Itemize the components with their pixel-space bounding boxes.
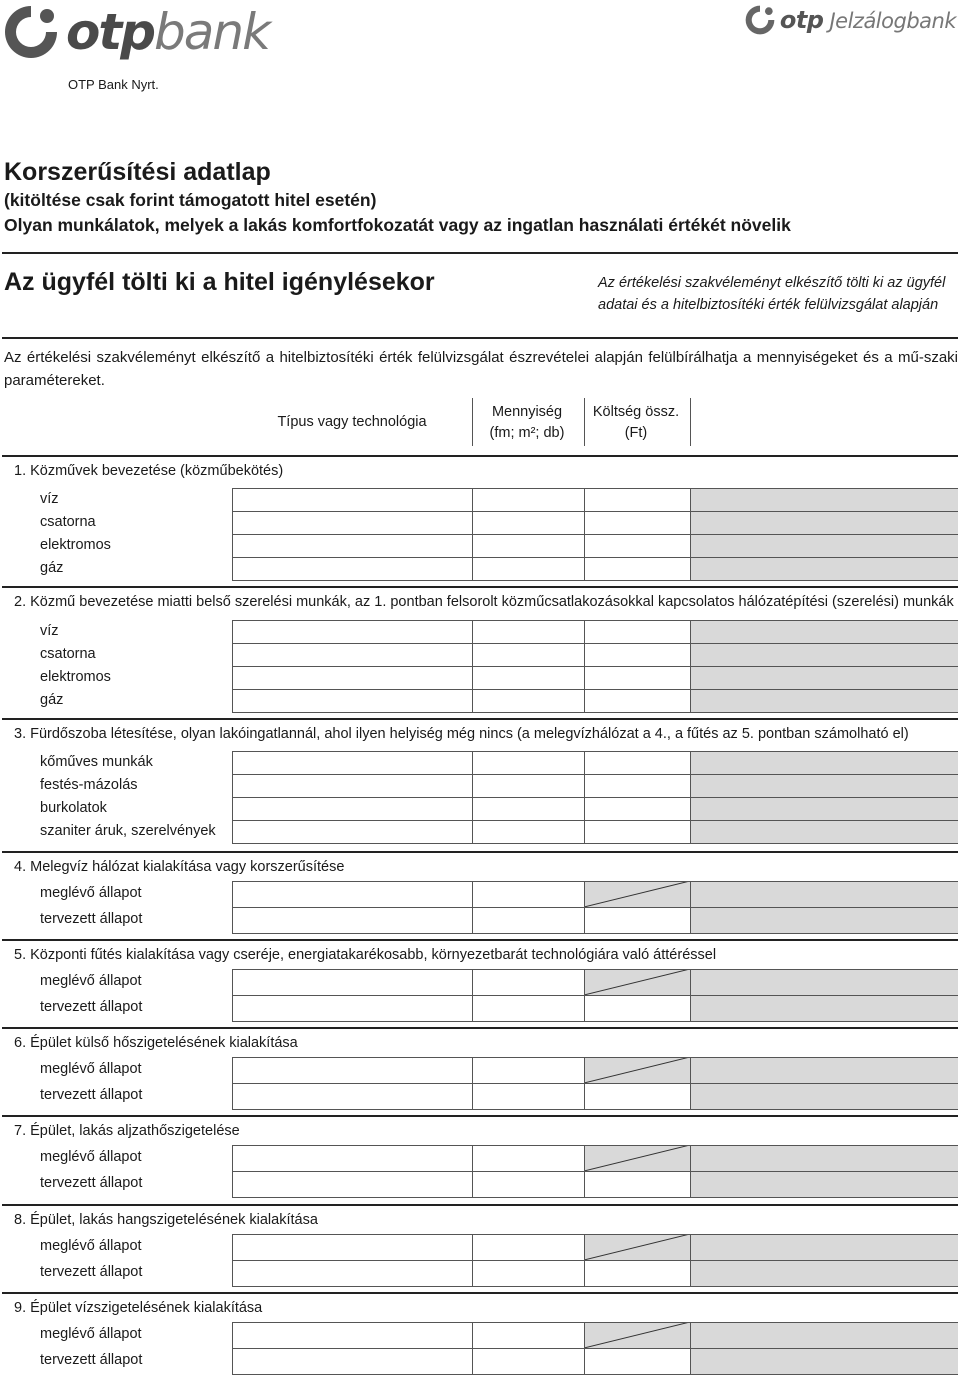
otp-bank-logo	[2, 2, 269, 62]
row-line	[232, 1322, 958, 1323]
row-line	[232, 620, 958, 621]
section-divider	[2, 1115, 958, 1117]
row-line	[232, 1260, 958, 1261]
page-subtitle: (kitöltése csak forint támogatott hitel esetén)	[4, 190, 377, 210]
table-row-label	[40, 1087, 142, 1103]
section-heading-text: 1. Közművek bevezetése (közműbekötés)	[14, 463, 284, 479]
otp-jelzalogbank-logo	[744, 3, 956, 37]
row-line	[232, 488, 958, 489]
cost-input[interactable]	[586, 1262, 686, 1286]
section-heading-text: 5. Központi fűtés kialakítása vagy cseréje, energiatakarékosabb, környezetbarát technológiára való áttéréssel	[14, 947, 717, 963]
cost-input[interactable]	[586, 645, 686, 666]
row-label-text: gáz	[40, 560, 64, 576]
type-input[interactable]	[234, 513, 468, 534]
type-input[interactable]	[234, 536, 468, 557]
cost-input[interactable]	[586, 909, 686, 933]
row-line	[232, 969, 958, 970]
quantity-input[interactable]	[474, 822, 580, 843]
table-row-label	[40, 1352, 142, 1368]
row-line	[232, 511, 958, 512]
quantity-input[interactable]	[474, 490, 580, 511]
page-title: Korszerűsítési adatlap	[4, 158, 271, 186]
section-divider	[2, 586, 958, 588]
company-name: OTP Bank Nyrt.	[68, 77, 159, 92]
row-line	[232, 1234, 958, 1235]
section-divider	[2, 851, 958, 853]
row-line	[232, 843, 958, 844]
row-label-text: elektromos	[40, 669, 111, 685]
cost-input[interactable]	[586, 1085, 686, 1109]
section-heading-text: 3. Fürdőszoba létesítése, olyan lakóingatlannál, ahol ilyen helyiség még nincs (a melegvízhálózat a 4., a fűtés az 5. pontban számolható el)	[14, 726, 909, 742]
row-label-text: meglévő állapot	[40, 1149, 142, 1165]
type-input[interactable]	[234, 1350, 468, 1374]
row-line	[232, 1348, 958, 1349]
row-line	[232, 820, 958, 821]
column-header-cost: Költség össz. (Ft)	[592, 404, 680, 441]
cost-input[interactable]	[586, 536, 686, 557]
cost-input[interactable]	[586, 559, 686, 580]
table-row-label	[40, 1264, 142, 1280]
row-line	[232, 1021, 958, 1022]
type-input[interactable]	[234, 1173, 468, 1197]
diagonal-strike-icon	[584, 1145, 690, 1171]
table-row-label	[40, 669, 111, 685]
section-heading-text: 8. Épület, lakás hangszigetelésének kialakítása	[14, 1212, 318, 1228]
type-input[interactable]	[234, 691, 468, 712]
row-label-text: csatorna	[40, 646, 96, 662]
type-input[interactable]	[234, 1147, 468, 1171]
table-row-label	[40, 692, 63, 708]
quantity-input[interactable]	[474, 513, 580, 534]
row-label-text: meglévő állapot	[40, 1326, 142, 1342]
row-label-text: kőműves munkák	[40, 754, 153, 770]
row-label-text: víz	[40, 623, 59, 639]
cost-input[interactable]	[586, 1350, 686, 1374]
cost-input[interactable]	[586, 490, 686, 511]
row-line	[232, 1145, 958, 1146]
page-description: Olyan munkálatok, melyek a lakás komfortfokozatát vagy az ingatlan használati értékét növelik	[4, 215, 791, 235]
quantity-input[interactable]	[474, 622, 580, 643]
diagonal-strike-icon	[584, 881, 690, 907]
row-line	[232, 712, 958, 713]
row-line	[232, 557, 958, 558]
type-input[interactable]	[234, 1262, 468, 1286]
row-label-text: festés-mázolás	[40, 777, 138, 793]
table-row-label	[40, 1175, 142, 1191]
row-line	[232, 797, 958, 798]
cost-input[interactable]	[586, 997, 686, 1021]
row-line	[232, 881, 958, 882]
row-line	[232, 1083, 958, 1084]
row-label-text: meglévő állapot	[40, 885, 142, 901]
otp-bank-wordmark: otpbank	[66, 3, 270, 61]
divider	[2, 337, 958, 339]
type-input[interactable]	[234, 883, 468, 907]
type-input[interactable]	[234, 1085, 468, 1109]
cost-input[interactable]	[586, 1173, 686, 1197]
row-label-text: szaniter áruk, szerelvények	[40, 823, 216, 839]
row-label-text: csatorna	[40, 514, 96, 530]
otp-logo-mark-icon	[744, 4, 776, 36]
type-input[interactable]	[234, 668, 468, 689]
divider	[2, 252, 958, 254]
form-title-block	[4, 157, 791, 238]
quantity-input[interactable]	[474, 559, 580, 580]
section-heading-text: 2. Közmű bevezetése miatti belső szerelési munkák, az 1. pontban felsorolt közműcsatlakozásokkal kapcsolatos hálózatépítési (szerelési) munkák	[14, 594, 954, 610]
row-label-text: víz	[40, 491, 59, 507]
table-row-label	[40, 491, 59, 507]
row-label-text: meglévő állapot	[40, 973, 142, 989]
quantity-input[interactable]	[474, 645, 580, 666]
quantity-input[interactable]	[474, 776, 580, 797]
table-row-label	[40, 885, 142, 901]
section-heading-text: 7. Épület, lakás aljzathőszigetelése	[14, 1123, 240, 1139]
table-row-label	[40, 537, 111, 553]
table-row-label	[40, 823, 216, 839]
table-row-label	[40, 800, 107, 816]
cost-input[interactable]	[586, 668, 686, 689]
table-row-label	[40, 973, 142, 989]
row-label-text: tervezett állapot	[40, 911, 143, 927]
row-label-text: elektromos	[40, 537, 111, 553]
section-heading-text: 4. Melegvíz hálózat kialakítása vagy korszerűsítése	[14, 859, 345, 875]
diagonal-strike-icon	[584, 1057, 690, 1083]
row-line	[232, 1286, 958, 1287]
cost-input[interactable]	[586, 822, 686, 843]
table-row-label	[40, 1326, 142, 1342]
type-input[interactable]	[234, 997, 468, 1021]
type-input[interactable]	[234, 753, 468, 774]
row-line	[232, 689, 958, 690]
column-separator	[472, 398, 473, 446]
diagonal-strike-icon	[584, 1322, 690, 1348]
quantity-input[interactable]	[474, 1173, 580, 1197]
type-input[interactable]	[234, 1236, 468, 1260]
row-line	[232, 774, 958, 775]
table-row-label	[40, 514, 96, 530]
table-row-label	[40, 623, 59, 639]
row-line	[232, 643, 958, 644]
cost-input[interactable]	[586, 513, 686, 534]
row-label-text: meglévő állapot	[40, 1061, 142, 1077]
table-row-label	[40, 911, 142, 927]
row-label-text: meglévő állapot	[40, 1238, 142, 1254]
table-row-label	[40, 1149, 142, 1165]
section-note: Az értékelési szakvéleményt elkészítő tölti ki az ügyfél adatai és a hitelbiztosítéki érték felülvizsgálat alapján	[598, 275, 946, 313]
row-line	[232, 751, 958, 752]
row-label-text: tervezett állapot	[40, 999, 143, 1015]
type-input[interactable]	[234, 971, 468, 995]
cost-input[interactable]	[586, 776, 686, 797]
type-input[interactable]	[234, 1059, 468, 1083]
cost-input[interactable]	[586, 691, 686, 712]
section-divider	[2, 718, 958, 720]
row-line	[232, 580, 958, 581]
row-label-text: tervezett állapot	[40, 1175, 143, 1191]
quantity-input[interactable]	[474, 1350, 580, 1374]
quantity-input[interactable]	[474, 1085, 580, 1109]
table-row-label	[40, 1238, 142, 1254]
quantity-input[interactable]	[474, 1262, 580, 1286]
table-row-label	[40, 999, 142, 1015]
row-line	[232, 907, 958, 908]
type-input[interactable]	[234, 776, 468, 797]
type-input[interactable]	[234, 799, 468, 820]
type-input[interactable]	[234, 822, 468, 843]
quantity-input[interactable]	[474, 997, 580, 1021]
column-header-quantity: Mennyiség (fm; m²; db)	[489, 404, 565, 441]
section-divider	[2, 1027, 958, 1029]
section-heading: Az ügyfél tölti ki a hitel igénylésekor	[4, 268, 435, 296]
quantity-input[interactable]	[474, 753, 580, 774]
row-line	[232, 666, 958, 667]
section-divider	[2, 1292, 958, 1294]
type-input[interactable]	[234, 1324, 468, 1348]
type-input[interactable]	[234, 490, 468, 511]
row-label-text: tervezett állapot	[40, 1352, 143, 1368]
cost-input[interactable]	[586, 622, 686, 643]
table-row-label	[40, 646, 96, 662]
table-row-label	[40, 777, 138, 793]
quantity-input[interactable]	[474, 691, 580, 712]
row-label-text: burkolatok	[40, 800, 107, 816]
row-line	[232, 1197, 958, 1198]
section-divider	[2, 455, 958, 457]
row-line	[232, 534, 958, 535]
row-label-text: gáz	[40, 692, 64, 708]
row-line	[232, 933, 958, 934]
jelzalogbank-wordmark: otp Jelzálogbank	[779, 6, 956, 34]
diagonal-strike-icon	[584, 969, 690, 995]
row-label-text: tervezett állapot	[40, 1087, 143, 1103]
type-input[interactable]	[234, 622, 468, 643]
quantity-input[interactable]	[474, 668, 580, 689]
type-input[interactable]	[234, 909, 468, 933]
table-row-label	[40, 754, 153, 770]
type-input[interactable]	[234, 645, 468, 666]
column-separator	[690, 398, 691, 446]
otp-logo-mark-icon	[2, 3, 60, 61]
row-line	[232, 1109, 958, 1110]
row-line	[232, 1057, 958, 1058]
column-separator	[584, 398, 585, 446]
section-heading-text: 9. Épület vízszigetelésének kialakítása	[14, 1300, 263, 1316]
cost-input[interactable]	[586, 753, 686, 774]
row-line	[232, 1171, 958, 1172]
quantity-input[interactable]	[474, 536, 580, 557]
type-input[interactable]	[234, 559, 468, 580]
intro-text: Az értékelési szakvéleményt elkészítő a hitelbiztosítéki érték felülvizsgálat észrevételei alapján felülbírálhatja a mennyiségeket és a mű-szaki paramétereket.	[4, 349, 958, 389]
section-heading-text: 6. Épület külső hőszigetelésének kialakítása	[14, 1035, 298, 1051]
column-header-type: Típus vagy technológia	[277, 414, 427, 430]
diagonal-strike-icon	[584, 1234, 690, 1260]
row-label-text: tervezett állapot	[40, 1264, 143, 1280]
table-row-label	[40, 560, 63, 576]
row-line	[232, 995, 958, 996]
section-divider	[2, 1204, 958, 1206]
quantity-input[interactable]	[474, 799, 580, 820]
cost-input[interactable]	[586, 799, 686, 820]
row-line	[232, 1374, 958, 1375]
table-row-label	[40, 1061, 142, 1077]
section-divider	[2, 939, 958, 941]
quantity-input[interactable]	[474, 909, 580, 933]
